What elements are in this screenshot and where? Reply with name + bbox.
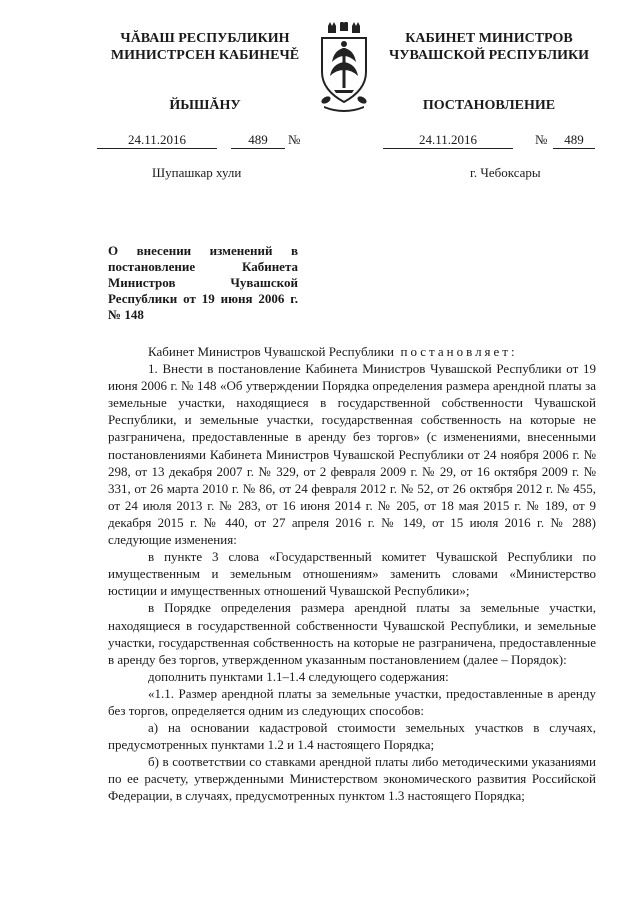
date-right-value: 24.11.2016 (383, 133, 513, 149)
body-paragraph-4: дополнить пунктами 1.1–1.4 следующего содержания: (148, 668, 449, 684)
header-left-line1: ЧĂВАШ РЕСПУБЛИКИН (120, 31, 290, 46)
number-sign-right: № (535, 132, 548, 147)
header-right-line1: КАБИНЕТ МИНИСТРОВ (405, 31, 573, 46)
number-left-value: 489 (231, 133, 285, 149)
doc-type-left: ЙЫШĂНУ (169, 98, 241, 113)
header-right-line2: ЧУВАШСКОЙ РЕСПУБЛИКИ (388, 48, 590, 63)
date-left-value: 24.11.2016 (97, 133, 217, 149)
coat-of-arms-emblem-icon (314, 22, 374, 114)
number-right-value: 489 (553, 133, 595, 149)
number-sign-left: № (288, 132, 301, 147)
intro-lead: Кабинет Министров Чувашской Республики (148, 344, 394, 359)
dateline-right (383, 133, 595, 149)
document-subject: О внесении изменений в постановление Кабинета Министров Чувашской Республики от 19 июня 2006 г. № 148 (108, 243, 298, 322)
body-paragraph-6: а) на основании кадастровой стоимости земельных участков в случаях, предусмотренных пунктами 1.2 и 1.4 настоящего Порядка; (108, 720, 596, 753)
body-paragraph-7: б) в соответствии со ставками арендной платы либо методическими указаниями по ее расчету, утвержденными Министерством экономического развития Российской Федерации, в случаях, предусмотренных пунктом 1.3 настоящего Порядка; (108, 754, 596, 804)
body-paragraph-3: в Порядке определения размера арендной платы за земельные участки, находящиеся в государственной собственности Чувашской Республики, и земельные участки, государственная собственность на которые не разграничена, предоставленные в аренду без торгов, утвержденном указанным постановлением (далее – Порядок): (108, 600, 596, 667)
header-left (105, 30, 305, 64)
place-right: г. Чебоксары (470, 165, 541, 180)
body-paragraph-1: 1. Внести в постановление Кабинета Министров Чувашской Республики от 19 июня 2006 г. № 148 «Об утверждении Порядка определения размера арендной платы за земельные участки, находящиеся в государственной собственности Чувашской Республики, и земельные участки, государственная собственность на которые не разграничена, предоставленные в аренду без торгов» (с изменениями, внесенными постановлениями Кабинета Министров Чувашской Республики от 24 ноября 2006 г. № 298, от 13 декабря 2007 г. № 329, от 2 февраля 2009 г. № 29, от 16 октября 2009 г. № 331, от 26 марта 2010 г. № 86, от 24 февраля 2012 г. № 52, от 26 октября 2012 г. № 455, от 24 июля 2013 г. № 283, от 16 июня 2014 г. № 205, от 18 мая 2015 г. № 189, от 9 декабря 2015 г. № 440, от 27 апреля 2016 г. № 149, от 15 июля 2016 г. № 288) следующие изменения: (108, 361, 596, 548)
place-left: Шупашкар хули (152, 165, 242, 180)
header-right (384, 30, 594, 64)
body-paragraph-5: «1.1. Размер арендной платы за земельные участки, предоставленные в аренду без торгов, определяется одним из следующих способов: (108, 685, 596, 718)
body-paragraph-2: в пункте 3 слова «Государственный комитет Чувашской Республики по имущественным и земельным отношениям» заменить словами «Министерство юстиции и имущественных отношений Чувашской Республики»; (108, 549, 596, 599)
dateline-left (97, 133, 311, 149)
intro-paragraph (108, 343, 596, 360)
document-body (108, 343, 596, 805)
intro-verb: постановляет: (400, 344, 518, 359)
doc-type-right: ПОСТАНОВЛЕНИЕ (422, 98, 556, 113)
header-left-line2: МИНИСТРСЕН КАБИНЕЧĚ (110, 48, 300, 63)
